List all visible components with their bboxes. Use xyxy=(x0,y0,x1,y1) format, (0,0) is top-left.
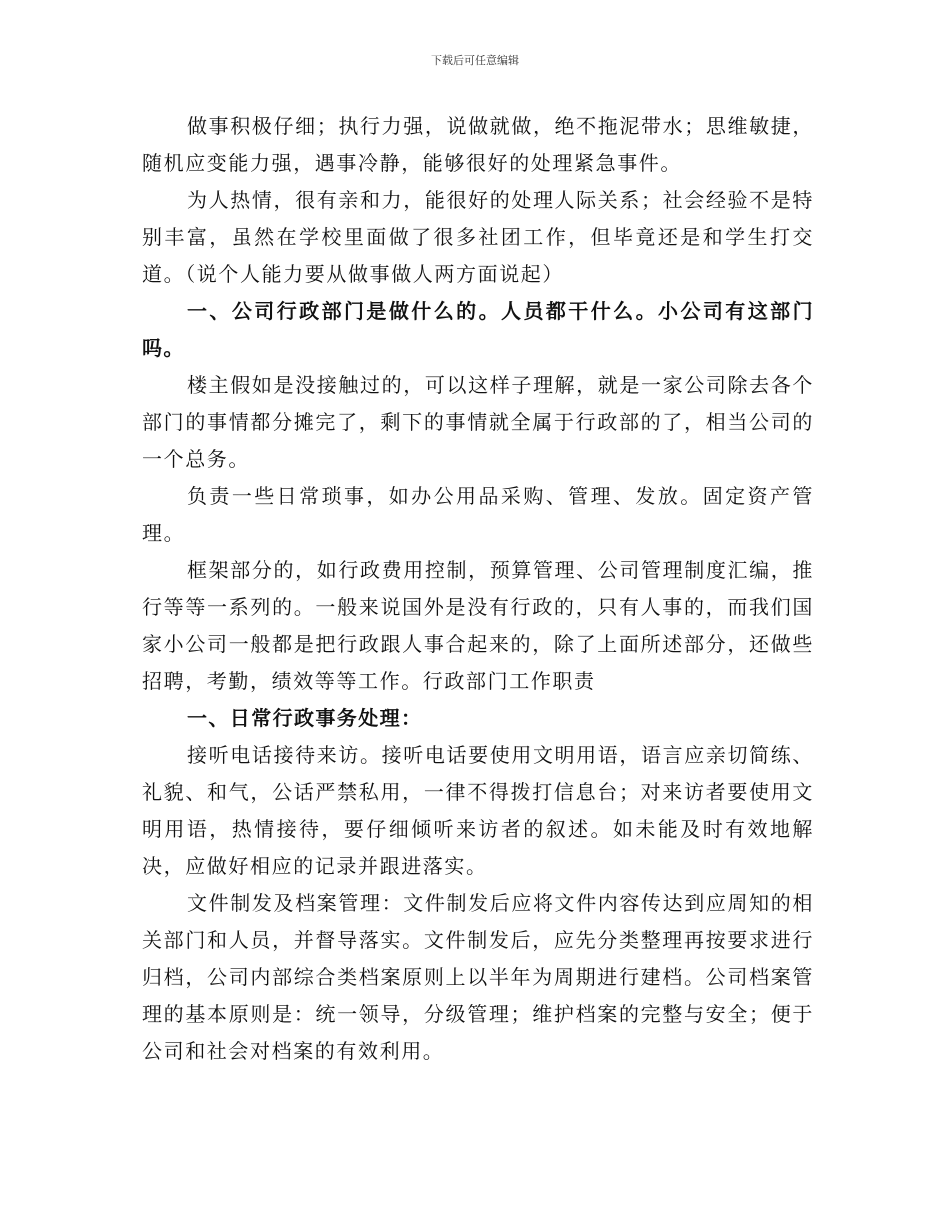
section-heading-admin-department: 一、公司行政部门是做什么的。人员都干什么。小公司有这部门吗。 xyxy=(142,299,814,360)
page-header-note: 下载后可任意编辑 xyxy=(431,54,519,67)
paragraph-admin-overview: 楼主假如是没接触过的，可以这样子理解，就是一家公司除去各个部门的事情都分摊完了，剩下的事情就全属于行政部的了，相当公司的一个总务。 xyxy=(142,373,814,471)
paragraph-work-style: 做事积极仔细；执行力强，说做就做，绝不拖泥带水；思维敏捷，随机应变能力强，遇事冷静，能够很好的处理紧急事件。 xyxy=(142,114,814,175)
paragraph-personality: 为人热情，很有亲和力，能很好的处理人际关系；社会经验不是特别丰富，虽然在学校里面做了很多社团工作，但毕竟还是和学生打交道。（说个人能力要从做事做人两方面说起） xyxy=(142,188,814,286)
document-body xyxy=(142,108,814,1070)
section-heading-daily-affairs: 一、日常行政事务处理： xyxy=(187,706,423,730)
paragraph-daily-tasks: 负责一些日常琐事，如办公用品采购、管理、发放。固定资产管理。 xyxy=(142,484,814,545)
paragraph-document-archive: 文件制发及档案管理：文件制发后应将文件内容传达到应周知的相关部门和人员，并督导落实。文件制发后，应先分类整理再按要求进行归档，公司内部综合类档案原则上以半年为周期进行建档。公司档案管理的基本原则是：统一领导，分级管理；维护档案的完整与安全；便于公司和社会对档案的有效利用。 xyxy=(142,891,814,1063)
paragraph-framework: 框架部分的，如行政费用控制，预算管理、公司管理制度汇编，推行等等一系列的。一般来说国外是没有行政的，只有人事的，而我们国家小公司一般都是把行政跟人事合起来的，除了上面所述部分，还做些招聘，考勤，绩效等等工作。行政部门工作职责 xyxy=(142,558,814,693)
paragraph-phone-visitors: 接听电话接待来访。接听电话要使用文明用语，语言应亲切简练、礼貌、和气，公话严禁私用，一律不得拨打信息台；对来访者要使用文明用语，热情接待，要仔细倾听来访者的叙述。如未能及时有效地解决，应做好相应的记录并跟进落实。 xyxy=(142,743,814,878)
